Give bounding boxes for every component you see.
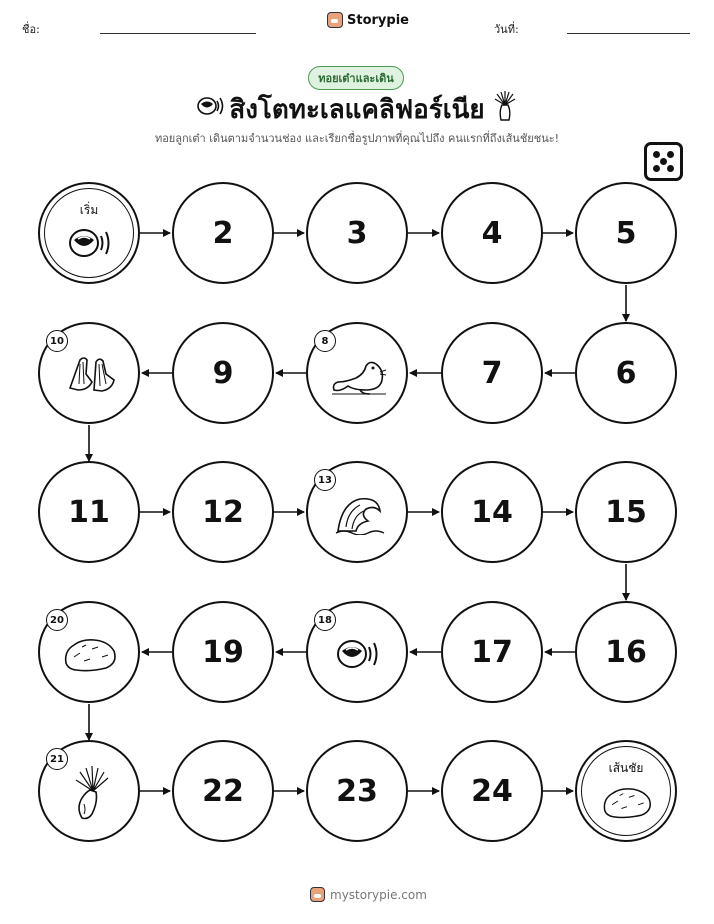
board-space[interactable]: 19 [172,601,274,703]
flippers-icon [64,354,118,394]
board-space[interactable]: 12 [172,461,274,563]
board-space[interactable]: 5 [575,182,677,284]
board-space[interactable]: 9 [172,322,274,424]
page-title: สิงโตทะเลแคลิฟอร์เนีย [229,95,485,125]
board-space-picture[interactable] [38,740,140,842]
sea-anemone-icon [70,764,112,820]
board-space[interactable]: 24 [441,740,543,842]
board-space-picture[interactable] [306,601,408,703]
space-number-badge: 13 [314,469,336,491]
sea-lion-bark-icon [336,637,382,671]
sea-lion-icon [330,356,388,396]
board-space-picture[interactable] [306,461,408,563]
space-number-badge: 10 [46,330,68,352]
board-space[interactable]: 23 [306,740,408,842]
game-type-badge: ทอยเต๋าและเดิน [308,66,404,90]
footer [310,887,427,902]
rock-icon [62,635,118,673]
board-space[interactable]: 22 [172,740,274,842]
board-space[interactable]: 6 [575,322,677,424]
board-space[interactable]: 4 [441,182,543,284]
board-space[interactable]: 7 [441,322,543,424]
sea-lion-bark-icon [68,226,114,260]
board-space[interactable]: 14 [441,461,543,563]
start-space[interactable] [38,182,140,284]
board-space-picture[interactable] [38,322,140,424]
finish-label: เส้นชัย [608,761,644,775]
footer-url[interactable]: mystorypie.com [330,887,427,902]
board-space[interactable]: 2 [172,182,274,284]
instructions: ทอยลูกเต๋า เดินตามจำนวนช่อง และเรียกชื่อรูปภาพที่คุณไปถึง คนแรกที่ถึงเส้นชัยชนะ! [154,132,560,145]
space-number-badge: 20 [46,609,68,631]
board-space-picture[interactable] [306,322,408,424]
wave-icon [334,493,386,535]
board-space[interactable]: 3 [306,182,408,284]
name-label: ชื่อ: [22,23,40,36]
space-number-badge: 21 [46,748,68,770]
start-label: เริ่ม [79,203,99,217]
board-space-picture[interactable] [38,601,140,703]
board-space[interactable]: 17 [441,601,543,703]
board-space[interactable]: 15 [575,461,677,563]
storypie-logo-icon [310,887,325,902]
board-space[interactable]: 11 [38,461,140,563]
finish-space[interactable] [575,740,677,842]
brand-name: Storypie [347,12,409,28]
rock-icon [601,784,653,820]
space-number-badge: 18 [314,609,336,631]
space-number-badge: 8 [314,330,336,352]
date-label: วันที่: [494,23,519,36]
board-space[interactable]: 16 [575,601,677,703]
